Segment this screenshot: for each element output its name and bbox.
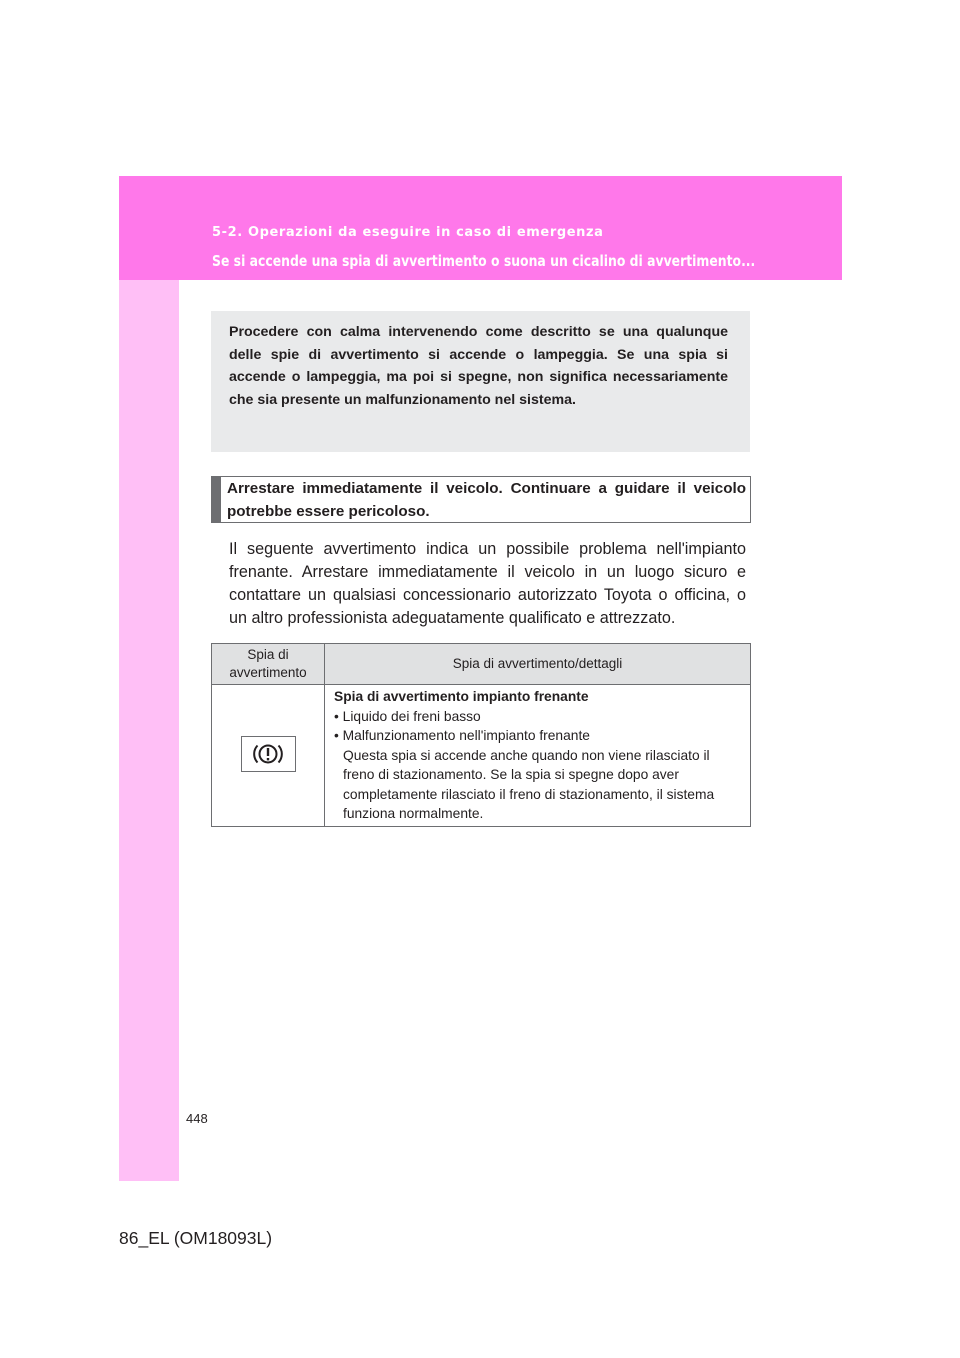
body-paragraph: Il seguente avvertimento indica un possibile problema nell'impianto frenante. Arrestare immediatamente il veicolo in un luogo sicuro e contattare un qualsiasi concessionario autorizzato Toyota o officina, o un altro professionista adeguatamente qualificato e attrezzato. (229, 540, 746, 627)
section-label: 5-2. Operazioni da eseguire in caso di emergenza (212, 225, 604, 240)
detail-item: • Liquido dei freni basso (334, 708, 481, 724)
detail-title: Spia di avvertimento impianto frenante (334, 689, 589, 704)
intro-box (211, 311, 750, 452)
table-header-row (212, 644, 751, 685)
detail-cell (325, 685, 751, 827)
header-warning-light: Spia di avvertimento (212, 644, 325, 685)
warning-text: Arrestare immediatamente il veicolo. Continuare a guidare il veicolo potrebbe essere pericoloso. (227, 480, 746, 520)
chapter-side-strip (119, 280, 179, 1181)
page-number: 448 (186, 1111, 208, 1126)
table-row (212, 685, 751, 827)
detail-item: • Malfunzionamento nell'impianto frenante (334, 728, 590, 743)
intro-text: Procedere con calma intervenendo come descritto se una qualunque delle spie di avvertimento si accende o lampeggia. Se una spia si accende o lampeggia, ma poi si spegne, non significa necessariamente che sia presente un malfunzionamento nel sistema. (229, 324, 728, 408)
warning-lights-table (211, 643, 751, 827)
detail-note: Questa spia si accende anche quando non viene rilasciato il freno di stazionamento. Se la spia si spegne dopo aver completamente rilasciato il freno di stazionamento, il sistema funziona normalmente. (343, 747, 715, 821)
document-code: 86_EL (OM18093L) (119, 1228, 273, 1248)
page-title: Se si accende una spia di avvertimento o suona un cicalino di avvertimento... (212, 252, 756, 270)
brake-warning-icon (241, 736, 296, 772)
icon-cell (212, 685, 325, 827)
warning-box (211, 476, 751, 523)
header-details: Spia di avvertimento/dettagli (325, 644, 751, 685)
